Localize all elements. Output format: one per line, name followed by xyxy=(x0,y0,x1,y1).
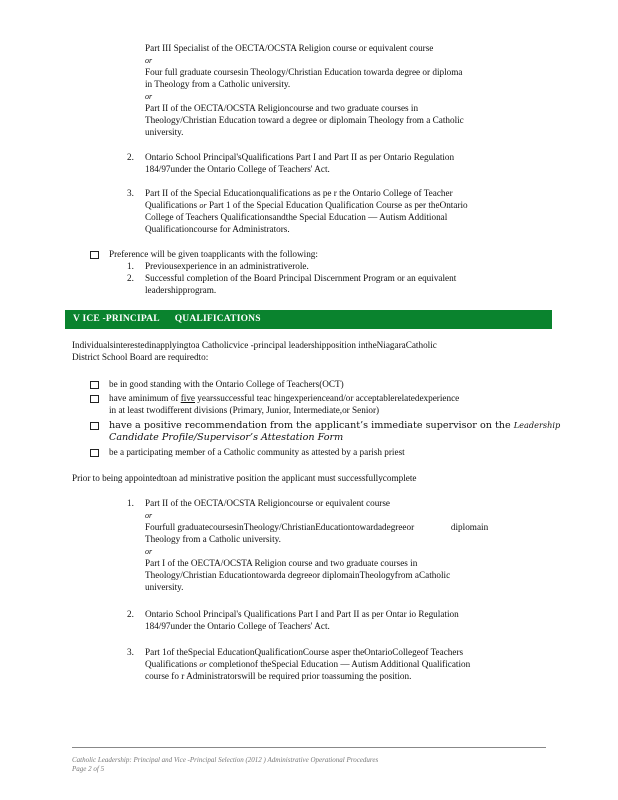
list-number: 2. xyxy=(127,609,134,619)
list-item-text: leadershipprogram. xyxy=(145,285,217,295)
bullet-icon xyxy=(90,251,99,259)
form-name: Leadership xyxy=(513,420,561,430)
requirement-text: be in good standing with the Ontario College of Teachers(OCT) xyxy=(109,379,344,389)
or-label: or xyxy=(145,547,153,556)
list-number: 3. xyxy=(127,647,134,657)
text: have aminimum of xyxy=(109,393,179,403)
prior-text: Prior to being appointedtoan ad ministrative position the applicant must successfullycomplete xyxy=(72,473,417,483)
option-text: university. xyxy=(145,127,184,137)
underlined-text: five xyxy=(180,393,195,403)
or-label: or xyxy=(145,92,153,101)
option-text: Fourfull graduatecoursesinTheology/ChristianEducationtowardadegreeor diplomain xyxy=(145,522,489,532)
list-number: 1. xyxy=(127,261,134,271)
option-text: Theology from a Catholic university. xyxy=(145,534,281,544)
text: Qualifications xyxy=(145,659,198,669)
list-item-text: Qualificationcourse for Administrators. xyxy=(145,224,290,234)
text: Part 1 of the Special Education Qualification Course as per theOntario xyxy=(208,200,468,210)
option-text: Part III Specialist of the OECTA/OCSTA Religion course or equivalent course xyxy=(145,43,434,53)
vice-principal-heading: V ICE -PRINCIPAL QUALIFICATIONS xyxy=(65,310,552,329)
option-text: Four full graduate coursesin Theology/Christian Education towarda degree or diploma xyxy=(145,67,463,77)
text: yearssuccessful teac hingexperienceand/or acceptablerelatedexperience xyxy=(197,393,460,403)
list-item-text: course fo r Administratorswill be required prior toassuming the position. xyxy=(145,671,412,681)
list-item-text xyxy=(145,200,468,212)
bullet-icon xyxy=(90,381,99,389)
or-label: or xyxy=(145,511,153,520)
option-text: university. xyxy=(145,582,184,592)
intro-text: District School Board are requiredto: xyxy=(72,352,209,362)
footer-divider xyxy=(72,747,546,748)
requirement-text: be a participating member of a Catholic community as attested by a parish priest xyxy=(109,447,405,457)
list-item-text: Previousexperience in an administrativerole. xyxy=(145,261,309,271)
preference-intro: Preference will be given toapplicants with the following: xyxy=(109,249,318,259)
or-label: or xyxy=(145,56,153,65)
option-text: in Theology from a Catholic university. xyxy=(145,79,291,89)
list-item-text xyxy=(145,659,470,671)
option-text: Theology/Christian Education toward a degree or diplomain Theology from a Catholic xyxy=(145,115,464,125)
requirement-text xyxy=(109,419,560,433)
option-text: Part II of the OECTA/OCSTA Religioncourse and two graduate courses in xyxy=(145,103,419,113)
or-label: or xyxy=(199,201,207,210)
bullet-icon xyxy=(90,395,99,403)
list-item-text: Part 1of theSpecial EducationQualificationCourse asper theOntarioCollegeof Teachers xyxy=(145,647,464,657)
list-item-text: 184/97under the Ontario College of Teachers' Act. xyxy=(145,621,330,631)
text: have a positive recommendation from the applicant’s immediate supervisor on the xyxy=(109,420,511,431)
option-text: Theology/Christian Educationtowarda degreeor diplomainTheologyfrom aCatholic xyxy=(145,570,451,580)
intro-text: Individualsinterestedinapplyingtoa Catholicvice -principal leadershipposition intheNiagaraCatholic xyxy=(72,340,437,350)
requirement-text xyxy=(109,393,459,405)
text: Qualifications xyxy=(145,200,198,210)
list-item-text: 184/97under the Ontario College of Teachers' Act. xyxy=(145,164,330,174)
bullet-icon xyxy=(90,422,99,430)
list-number: 2. xyxy=(127,152,134,162)
list-number: 1. xyxy=(127,498,134,508)
list-number: 3. xyxy=(127,188,134,198)
list-item-text: Successful completion of the Board Principal Discernment Program or an equivalent xyxy=(145,273,457,283)
page-number: Page 2 of 5 xyxy=(72,765,105,773)
form-name: Candidate Profile/Supervisor’s Attestation Form xyxy=(109,432,344,443)
list-item-text: Ontario School Principal's Qualifications Part I and Part II as per Ontar io Regulation xyxy=(145,609,459,619)
text: completionof theSpecial Education — Autism Additional Qualification xyxy=(208,659,471,669)
or-label: or xyxy=(199,660,207,669)
list-item-text: Ontario School Principal'sQualifications Part I and Part II as per Ontario Regulation xyxy=(145,152,455,162)
list-item-text: College of Teachers Qualificationsandthe Special Education — Autism Additional xyxy=(145,212,448,222)
footer-title: Catholic Leadership: Principal and Vice -Principal Selection (2012 ) Administrative Operational Procedures xyxy=(72,756,379,764)
option-text: Part I of the OECTA/OCSTA Religion course and two graduate courses in xyxy=(145,558,418,568)
list-item-text: Part II of the Special Educationqualifications as pe r the Ontario College of Teacher xyxy=(145,188,453,198)
option-text: Part II of the OECTA/OCSTA Religioncourse or equivalent course xyxy=(145,498,391,508)
list-number: 2. xyxy=(127,273,134,283)
requirement-text: in at least twodifferent divisions (Primary, Junior, Intermediate,or Senior) xyxy=(109,405,380,415)
bullet-icon xyxy=(90,449,99,457)
